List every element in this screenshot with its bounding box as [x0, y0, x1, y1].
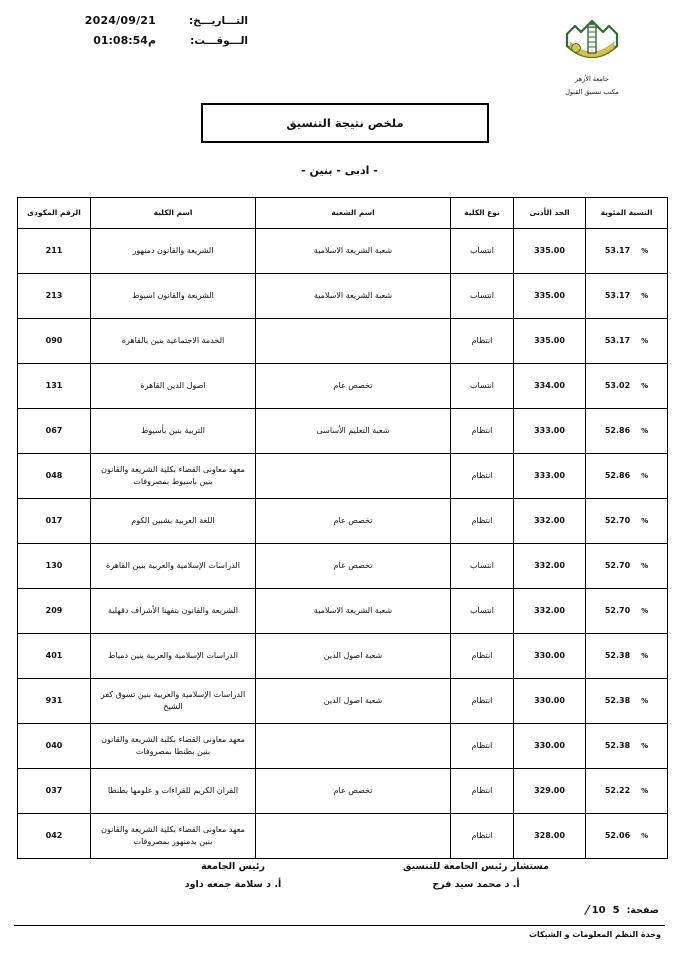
page-separator-mark: /	[583, 902, 591, 919]
cell-minimum: 333.00	[514, 409, 586, 454]
cell-minimum: 329.00	[514, 769, 586, 814]
report-subtitle: - ادبى - بنين -	[301, 164, 378, 177]
cell-college-type: انتظام	[451, 499, 514, 544]
cell-code: 213	[18, 274, 91, 319]
percent-sign: %	[641, 291, 649, 300]
signature-president-title: رئيس الجامعة	[201, 861, 265, 872]
cell-college-type: انتساب	[451, 229, 514, 274]
percent-value: 52.70	[604, 606, 631, 616]
cell-college-type: انتساب	[451, 544, 514, 589]
cell-college-type: انتظام	[451, 454, 514, 499]
cell-percentage	[586, 634, 668, 679]
percent-value: 52.86	[604, 471, 631, 481]
cell-code: 931	[18, 679, 91, 724]
cell-college-type: انتظام	[451, 724, 514, 769]
percent-value: 52.70	[604, 516, 631, 526]
cell-college-type: انتساب	[451, 274, 514, 319]
table-row	[18, 409, 668, 454]
report-time-value: 01:08:54م	[93, 34, 156, 47]
cell-code: 130	[18, 544, 91, 589]
table-row	[18, 589, 668, 634]
page-title: ملخص نتيجة التنسيق	[286, 116, 404, 130]
table-row	[18, 364, 668, 409]
percent-value: 53.17	[604, 336, 631, 346]
cell-code: 037	[18, 769, 91, 814]
column-header-branch-name: اسم الشعبة	[256, 198, 451, 229]
cell-college-name: معهد معاونى القضاء بكلية الشريعة والقانون بنين بدمنهور بمصروفات	[91, 814, 256, 859]
cell-branch-name: شعبة اصول الدين	[256, 679, 451, 724]
table-header-row	[18, 198, 668, 229]
cell-college-name: اللغة العربية بشبين الكوم	[91, 499, 256, 544]
percent-value: 52.38	[604, 741, 631, 751]
cell-college-name: الدراسات الإسلامية والعربية بنين تسوق كفر الشيخ	[91, 679, 256, 724]
cell-minimum: 330.00	[514, 634, 586, 679]
cell-minimum: 335.00	[514, 229, 586, 274]
table-row	[18, 319, 668, 364]
table-row	[18, 229, 668, 274]
footer-divider	[14, 925, 665, 926]
percent-sign: %	[641, 696, 649, 705]
signature-advisor	[361, 858, 591, 894]
page-number-block	[592, 905, 659, 916]
signature-area	[0, 858, 679, 910]
report-date-value: 2024/09/21	[84, 14, 156, 27]
cell-code: 040	[18, 724, 91, 769]
column-header-minimum: الحد الأدنى	[514, 198, 586, 229]
cell-branch-name: تخصص عام	[256, 769, 451, 814]
percent-sign: %	[641, 651, 649, 660]
cell-branch-name: تخصص عام	[256, 364, 451, 409]
results-table-body	[18, 229, 668, 859]
cell-college-type: انتساب	[451, 589, 514, 634]
cell-percentage	[586, 364, 668, 409]
table-row	[18, 544, 668, 589]
cell-college-name: الشريعة والقانون اسيوط	[91, 274, 256, 319]
cell-percentage	[586, 319, 668, 364]
cell-college-type: انتظام	[451, 634, 514, 679]
table-row	[18, 274, 668, 319]
signature-advisor-title: مستشار رئيس الجامعة للتنسيق	[403, 861, 549, 872]
cell-minimum: 328.00	[514, 814, 586, 859]
signature-president	[128, 858, 338, 894]
cell-code: 048	[18, 454, 91, 499]
report-date-row	[18, 14, 248, 27]
cell-minimum: 330.00	[514, 724, 586, 769]
cell-branch-name: تخصص عام	[256, 499, 451, 544]
column-header-code: الرقم المكودى	[18, 198, 91, 229]
report-time-label: الـــوقـــت:	[190, 35, 248, 47]
table-row	[18, 724, 668, 769]
cell-college-type: انتظام	[451, 769, 514, 814]
table-row	[18, 634, 668, 679]
cell-college-type: انتظام	[451, 319, 514, 364]
cell-percentage	[586, 409, 668, 454]
percent-sign: %	[641, 786, 649, 795]
percent-sign: %	[641, 246, 649, 255]
cell-college-name: التربية بنين بأسيوط	[91, 409, 256, 454]
cell-percentage	[586, 274, 668, 319]
results-table	[17, 197, 668, 859]
cell-college-name: الشريعة والقانون دمنهور	[91, 229, 256, 274]
document-header	[0, 0, 679, 110]
cell-branch-name: شعبة الشريعة الاسلامية	[256, 274, 451, 319]
cell-college-type: انتظام	[451, 409, 514, 454]
percent-sign: %	[641, 831, 649, 840]
cell-code: 090	[18, 319, 91, 364]
cell-college-name: الدراسات الإسلامية والعربية بنين دمياط	[91, 634, 256, 679]
cell-minimum: 332.00	[514, 499, 586, 544]
percent-sign: %	[641, 426, 649, 435]
percent-value: 52.38	[604, 696, 631, 706]
table-row	[18, 679, 668, 724]
cell-code: 067	[18, 409, 91, 454]
cell-minimum: 332.00	[514, 589, 586, 634]
column-header-percentage: النسبة المئوية	[586, 198, 668, 229]
percent-value: 52.22	[604, 786, 631, 796]
cell-minimum: 334.00	[514, 364, 586, 409]
cell-branch-name: شعبة الشريعة الاسلامية	[256, 589, 451, 634]
cell-minimum: 330.00	[514, 679, 586, 724]
percent-sign: %	[641, 606, 649, 615]
cell-percentage	[586, 499, 668, 544]
report-time-row	[18, 34, 248, 47]
percent-value: 52.06	[604, 831, 631, 841]
cell-code: 017	[18, 499, 91, 544]
percent-value: 52.86	[604, 426, 631, 436]
page-total: 10	[591, 905, 606, 916]
signature-president-name: أ. د سلامة جمعه داود	[184, 879, 282, 891]
cell-college-name: الدراسات الإسلامية والعربية بنين القاهرة	[91, 544, 256, 589]
percent-sign: %	[641, 561, 649, 570]
cell-percentage	[586, 814, 668, 859]
cell-college-name: القران الكريم للقراءات و علومها بطنطا	[91, 769, 256, 814]
cell-college-name: اصول الدين القاهرة	[91, 364, 256, 409]
column-header-college-type: نوع الكلية	[451, 198, 514, 229]
cell-branch-name: شعبة التعليم الأساسى	[256, 409, 451, 454]
cell-percentage	[586, 454, 668, 499]
signature-advisor-name: أ. د محمد سيد فرج	[432, 879, 520, 891]
cell-percentage	[586, 589, 668, 634]
results-table-wrapper	[18, 197, 668, 859]
cell-college-type: انتظام	[451, 814, 514, 859]
table-row	[18, 769, 668, 814]
cell-minimum: 335.00	[514, 274, 586, 319]
cell-branch-name: شعبة الشريعة الاسلامية	[256, 229, 451, 274]
cell-minimum: 333.00	[514, 454, 586, 499]
results-table-head	[18, 198, 668, 229]
report-title-box	[201, 103, 489, 143]
cell-percentage	[586, 544, 668, 589]
cell-branch-name: شعبة اصول الدين	[256, 634, 451, 679]
percent-value: 53.17	[604, 246, 631, 256]
table-row	[18, 454, 668, 499]
cell-percentage	[586, 724, 668, 769]
table-row	[18, 814, 668, 859]
cell-code: 042	[18, 814, 91, 859]
cell-branch-name: تخصص عام	[256, 544, 451, 589]
cell-code: 131	[18, 364, 91, 409]
percent-sign: %	[641, 336, 649, 345]
cell-branch-name	[256, 319, 451, 364]
cell-percentage	[586, 229, 668, 274]
cell-code: 211	[18, 229, 91, 274]
page-current: 5	[612, 905, 620, 916]
table-row	[18, 499, 668, 544]
percent-value: 52.70	[604, 561, 631, 571]
cell-code: 401	[18, 634, 91, 679]
university-logo-block	[537, 12, 647, 98]
cell-college-name: الخدمة الاجتماعية بنين بالقاهرة	[91, 319, 256, 364]
cell-college-name: الشريعة والقانون بتفهنا الأشراف دقهلية	[91, 589, 256, 634]
percent-sign: %	[641, 516, 649, 525]
percent-value: 52.38	[604, 651, 631, 661]
cell-percentage	[586, 769, 668, 814]
al-azhar-university-crest-icon	[537, 12, 647, 72]
report-date-label: التـــاريـــخ:	[188, 15, 248, 27]
cell-college-type: انتظام	[451, 679, 514, 724]
cell-college-type: انتساب	[451, 364, 514, 409]
university-name: جامعة الأزهر	[575, 75, 609, 83]
percent-value: 53.17	[604, 291, 631, 301]
cell-branch-name	[256, 724, 451, 769]
university-office: مكتب تنسيق القبول	[565, 87, 619, 96]
cell-college-name: معهد معاونى القضاء بكلية الشريعة والقانون بنين باسيوط بمصروفات	[91, 454, 256, 499]
cell-code: 209	[18, 589, 91, 634]
percent-sign: %	[641, 471, 649, 480]
cell-percentage	[586, 679, 668, 724]
percent-value: 53.02	[604, 381, 631, 391]
cell-minimum: 332.00	[514, 544, 586, 589]
footer-unit-label: وحدة النظم المعلومات و الشبكات	[528, 930, 661, 939]
report-meta-block	[18, 14, 248, 54]
column-header-college-name: اسم الكلية	[91, 198, 256, 229]
cell-minimum: 335.00	[514, 319, 586, 364]
percent-sign: %	[641, 381, 649, 390]
cell-branch-name	[256, 814, 451, 859]
page-label: صفحة:	[626, 905, 659, 916]
cell-branch-name	[256, 454, 451, 499]
cell-college-name: معهد معاونى القضاء بكلية الشريعة والقانون بنين بطنطا بمصروفات	[91, 724, 256, 769]
percent-sign: %	[641, 741, 649, 750]
